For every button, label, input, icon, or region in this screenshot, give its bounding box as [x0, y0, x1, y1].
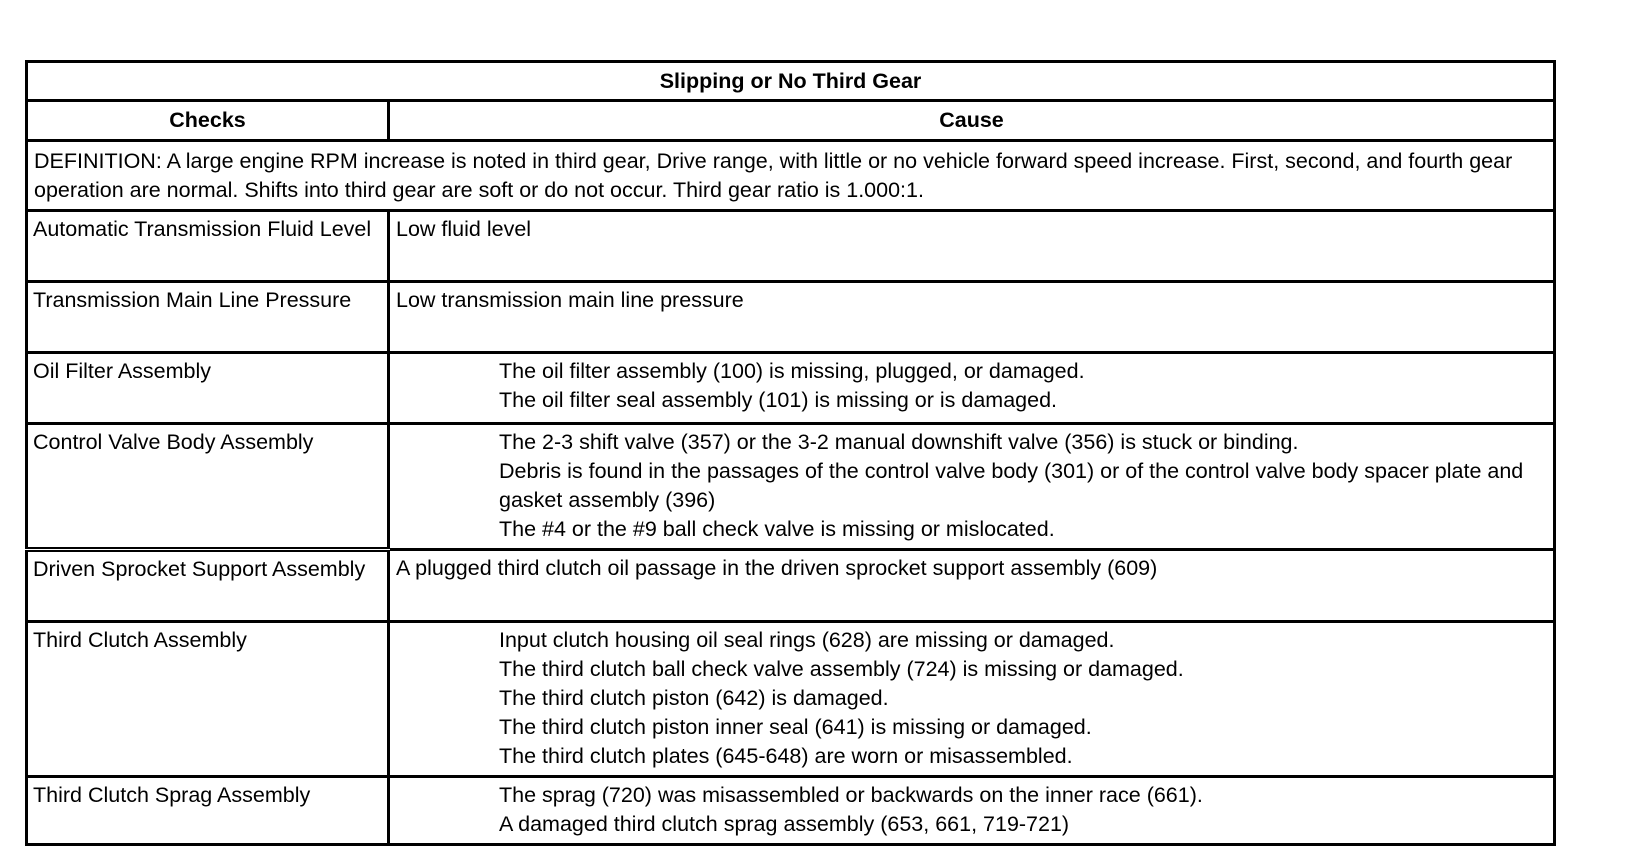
cause-list: [396, 357, 1547, 415]
cause-item: The third clutch ball check valve assembly (724) is missing or damaged.: [499, 657, 1184, 681]
cause-item: The third clutch piston inner seal (641) is missing or damaged.: [499, 715, 1092, 739]
cause-item: The third clutch plates (645-648) are worn or misassembled.: [499, 744, 1073, 768]
table-row: [27, 622, 1555, 777]
check-cell: Driven Sprocket Support Assembly: [27, 550, 389, 622]
cause-cell: A plugged third clutch oil passage in the driven sprocket support assembly (609): [389, 550, 1555, 622]
table-row: [27, 282, 1555, 353]
table-row: [27, 353, 1555, 424]
cause-item: The oil filter seal assembly (101) is missing or is damaged.: [499, 388, 1058, 412]
cause-item: A damaged third clutch sprag assembly (653, 661, 719-721): [499, 812, 1070, 836]
check-cell: Automatic Transmission Fluid Level: [27, 211, 389, 282]
cause-item: The third clutch piston (642) is damaged.: [499, 686, 889, 710]
definition-row: [27, 141, 1555, 211]
table-row: [27, 424, 1555, 550]
cause-list: [396, 781, 1547, 839]
definition-text: DEFINITION: A large engine RPM increase is noted in third gear, Drive range, with little or no vehicle forward speed increase. First, second, and fourth gear operation are normal. Shifts into third gear are soft or do not occur. Third gear ratio is 1.000:1.: [27, 141, 1555, 211]
table-row: [27, 550, 1555, 622]
cause-item: The sprag (720) was misassembled or backwards on the inner race (661).: [499, 783, 1203, 807]
cause-header: Cause: [389, 101, 1555, 141]
table-row: [27, 777, 1555, 845]
table-row: [27, 211, 1555, 282]
cause-cell: [389, 777, 1555, 845]
cause-item: Debris is found in the passages of the control valve body (301) or of the control valve body spacer plate and gasket assembly (396): [499, 459, 1524, 512]
cause-cell: [389, 622, 1555, 777]
checks-header: Checks: [27, 101, 389, 141]
cause-list: [396, 428, 1547, 544]
check-cell: Control Valve Body Assembly: [27, 424, 389, 550]
check-cell: Third Clutch Assembly: [27, 622, 389, 777]
diagnostic-table: [25, 60, 1556, 846]
cause-list: [396, 626, 1547, 771]
cause-item: The #4 or the #9 ball check valve is missing or mislocated.: [499, 517, 1055, 541]
cause-cell: Low fluid level: [389, 211, 1555, 282]
check-cell: Third Clutch Sprag Assembly: [27, 777, 389, 845]
cause-cell: [389, 353, 1555, 424]
header-row: [27, 101, 1555, 141]
cause-item: The oil filter assembly (100) is missing, plugged, or damaged.: [499, 359, 1085, 383]
cause-item: The 2-3 shift valve (357) or the 3-2 manual downshift valve (356) is stuck or binding.: [499, 430, 1299, 454]
cause-item: Input clutch housing oil seal rings (628) are missing or damaged.: [499, 628, 1115, 652]
title-row: [27, 62, 1555, 101]
check-cell: Transmission Main Line Pressure: [27, 282, 389, 353]
check-cell: Oil Filter Assembly: [27, 353, 389, 424]
cause-cell: [389, 424, 1555, 550]
cause-cell: Low transmission main line pressure: [389, 282, 1555, 353]
table-title: Slipping or No Third Gear: [27, 62, 1555, 101]
